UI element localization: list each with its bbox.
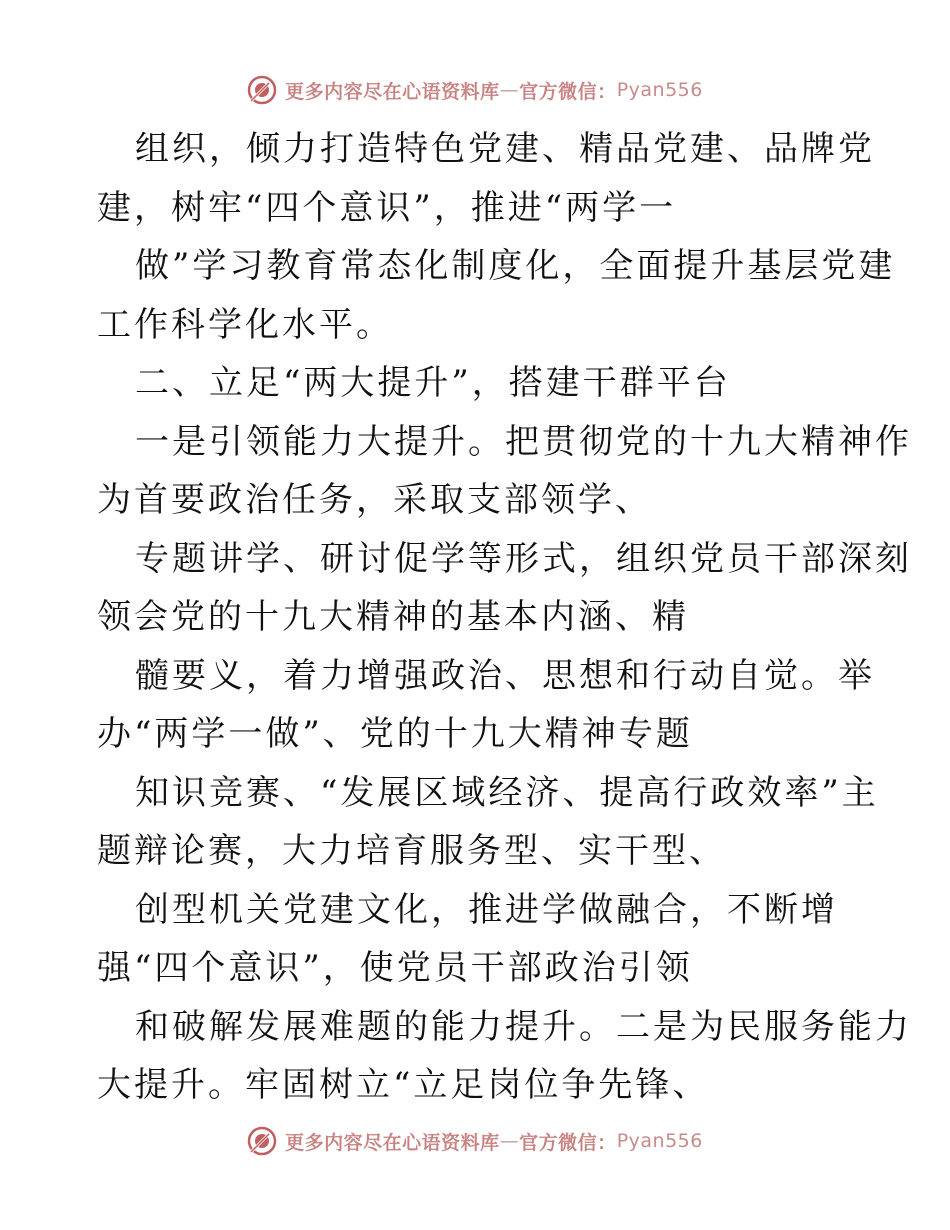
- text-line: 专题讲学、研讨促学等形式，组织党员干部深刻: [135, 538, 912, 579]
- text-line: 大提升。牢固树立“立足岗位争先锋、: [97, 1065, 710, 1105]
- watermark-separator: —: [499, 1130, 520, 1152]
- header-watermark: [0, 70, 950, 110]
- text-line: 和破解发展难题的能力提升。二是为民服务能力: [135, 1006, 912, 1047]
- text-line: 工作科学化水平。: [97, 304, 393, 345]
- watermark-official-text: 官方微信：: [519, 80, 617, 103]
- text-line: 组织，倾力打造特色党建、精品党建、品牌党: [135, 129, 875, 169]
- watermark-wechat-id: Pyan556: [616, 79, 703, 101]
- text-line: 创型机关党建文化，推进学做融合，不断增: [135, 889, 838, 930]
- text-line: 领会党的十九大精神的基本内涵、精: [97, 597, 689, 637]
- document-body: [97, 120, 912, 1115]
- watermark-separator: —: [499, 79, 520, 101]
- watermark-wechat-id: Pyan556: [616, 1130, 703, 1152]
- text-line: 做”学习教育常态化制度化，全面提升基层党建: [135, 246, 896, 286]
- watermark-main-text: 更多内容尽在心语资料库: [285, 1131, 500, 1154]
- text-line: 一是引领能力大提升。把贯彻党的十九大精神作: [135, 421, 912, 462]
- text-line: 二、立足“两大提升”，搭建干群平台: [135, 363, 731, 403]
- text-line: 建，树牢“四个意识”，推进“两学一: [97, 187, 677, 228]
- text-line: 强“四个意识”，使党员干部政治引领: [97, 948, 693, 988]
- watermark-official-text: 官方微信：: [519, 1131, 617, 1154]
- text-line: 题辩论赛，大力培育服务型、实干型、: [97, 831, 726, 871]
- watermark-main-text: 更多内容尽在心语资料库: [285, 80, 500, 103]
- brand-logo-icon: [247, 1126, 277, 1156]
- footer-watermark: [0, 1121, 950, 1161]
- text-line: 髓要义，着力增强政治、思想和行动自觉。举: [135, 655, 875, 696]
- text-line: 知识竞赛、“发展区域经济、提高行政效率”主: [135, 772, 879, 813]
- brand-logo-icon: [247, 75, 277, 105]
- text-line: 为首要政治任务，采取支部领学、: [97, 480, 652, 520]
- text-line: 办“两学一做”、党的十九大精神专题: [97, 714, 693, 754]
